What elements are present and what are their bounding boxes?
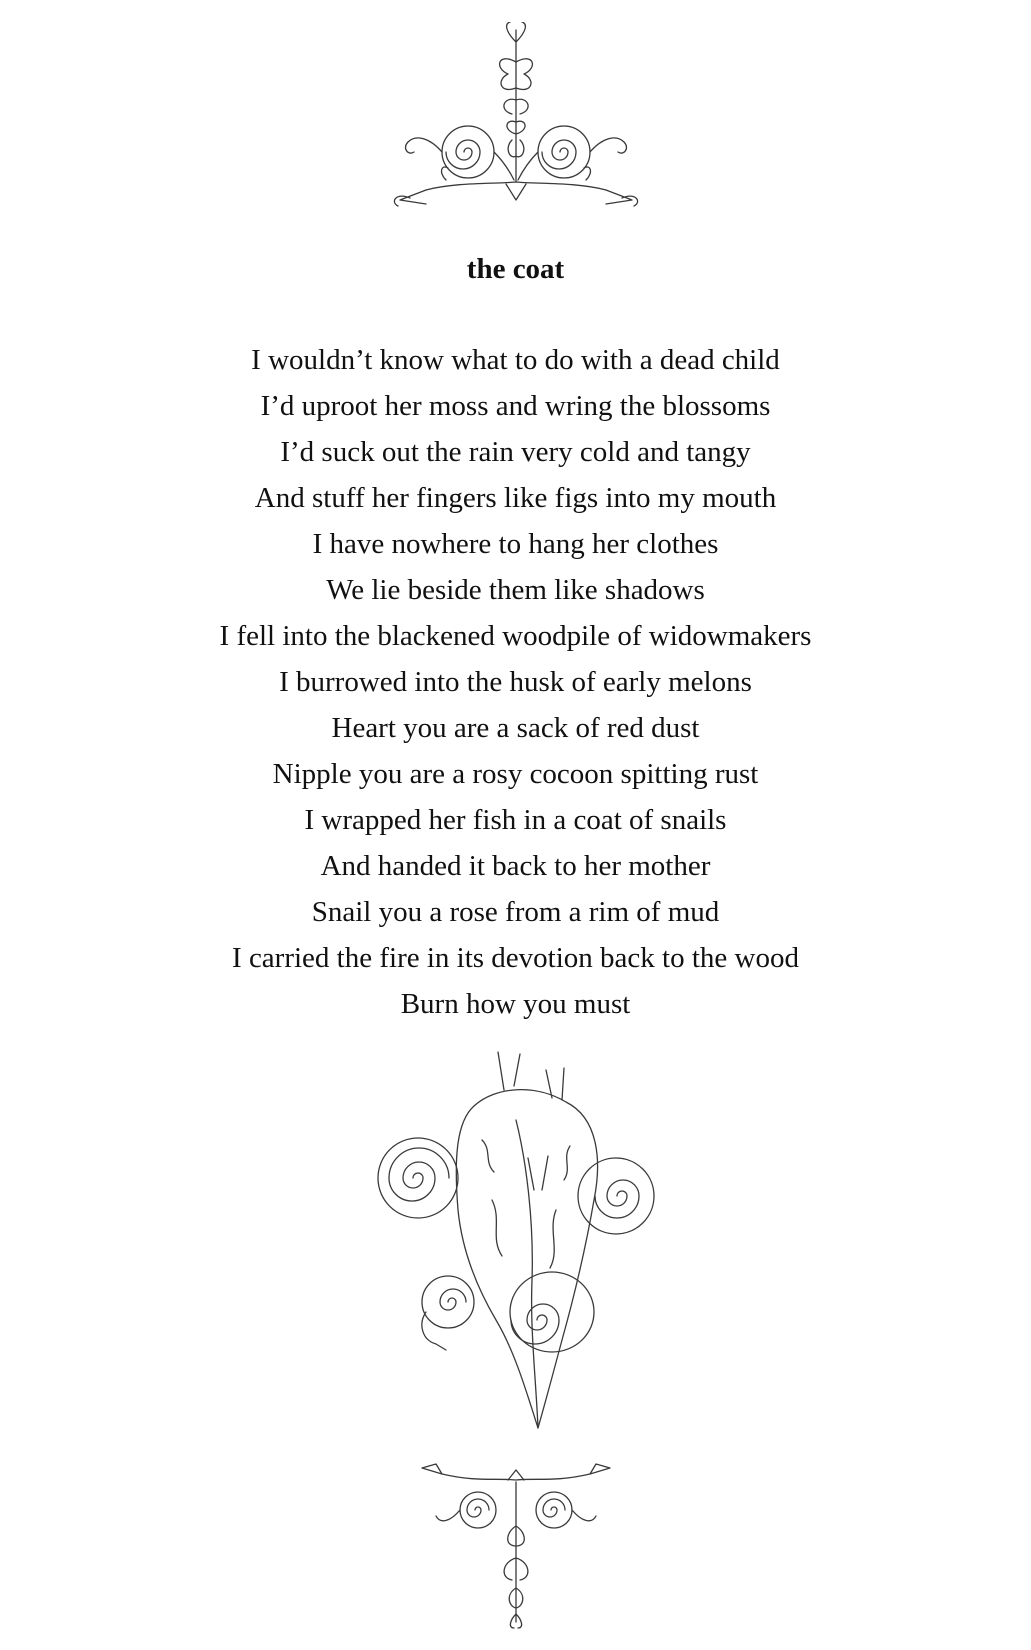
poem-line: I wrapped her fish in a coat of snails (304, 804, 727, 836)
poem-line: Burn how you must (400, 988, 631, 1020)
snail-coat-illustration (0, 1050, 1031, 1440)
poem-line: I fell into the blackened woodpile of widowmakers (219, 620, 812, 652)
poem-title: the coat (466, 253, 565, 285)
poem-line: I wouldn’t know what to do with a dead child (251, 344, 780, 376)
snail-scroll-ornament-icon (386, 22, 646, 227)
poem-line: Heart you are a sack of red dust (331, 712, 700, 744)
inverted-snail-scroll-ornament-icon (416, 1462, 616, 1632)
poem-line: I’d suck out the rain very cold and tangy (280, 436, 751, 468)
poem-line: We lie beside them like shadows (326, 574, 705, 606)
poem-line: I carried the fire in its devotion back to the wood (232, 942, 799, 974)
poem-line: And handed it back to her mother (320, 850, 711, 882)
poem-line: I’d uproot her moss and wring the blossoms (260, 390, 771, 422)
snail-coat-drawing-icon (366, 1050, 666, 1440)
poem-line: I have nowhere to hang her clothes (312, 528, 719, 560)
bottom-ornament (0, 1462, 1031, 1632)
poem-line: And stuff her fingers like figs into my mouth (254, 482, 777, 514)
poem-body (0, 342, 1031, 1032)
poem-line: I burrowed into the husk of early melons (279, 666, 752, 698)
top-ornament (0, 22, 1031, 227)
poem-line: Nipple you are a rosy cocoon spitting rust (272, 758, 759, 790)
poem-line: Snail you a rose from a rim of mud (311, 896, 720, 928)
